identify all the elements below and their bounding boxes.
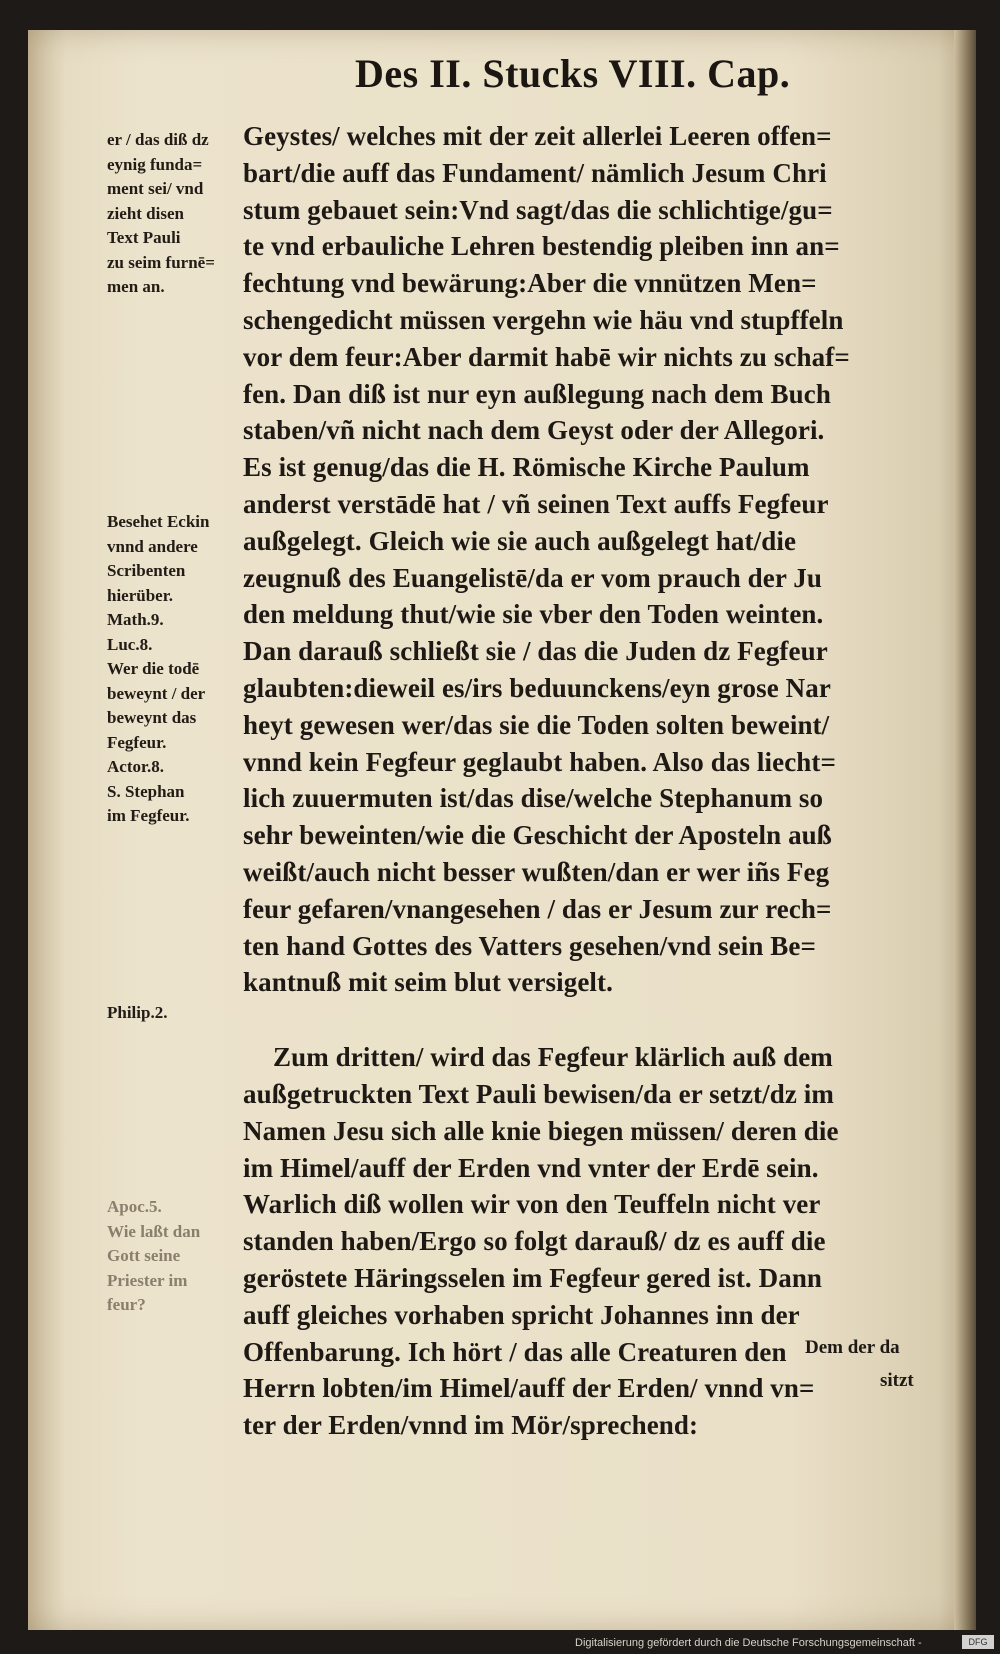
text-line: Dan darauß schließt sie / das die Juden dz Fegfeur [243,636,828,667]
body-text [243,118,933,1444]
text-line: staben/vñ nicht nach dem Geyst oder der Allegori. [243,415,825,446]
marginal-note-line: Wie laßt dan [107,1221,201,1241]
text-line: ten hand Gottes des Vatters gesehen/vnd sein Be= [243,930,816,961]
page-edge [954,30,976,1630]
paragraph-break [243,1001,933,1039]
text-line: feur gefaren/vnangesehen / das er Jesum zur rech= [243,893,832,924]
marginal-note-line: Fegfeur. [107,732,167,752]
text-line: den meldung thut/wie sie vber den Toden weinten. [243,599,824,630]
marginal-note [107,1001,243,1026]
running-head: Des II. Stucks VIII. Cap. [355,51,791,96]
text-line: Namen Jesu sich alle knie biegen müssen/ deren die [243,1115,839,1146]
marginal-note-line: zu seim furnē= [107,252,215,272]
marginal-note-line: Luc.8. [107,634,153,654]
marginal-note-line: Scribenten [107,561,186,580]
digitization-credit: Digitalisierung gefördert durch die Deutsche Forschungsgemeinschaft - [575,1637,922,1649]
marginal-note-line: eynig funda= [107,154,203,174]
text-line: geröstete Häringsselen im Fegfeur gered ist. Dann [243,1262,823,1293]
marginal-note-line: men an. [107,277,165,296]
text-line: Geystes/ welches mit der zeit allerlei Leeren offen= [243,121,832,151]
marginal-note-line: er / das diß dz [107,130,209,149]
text-line: anderst verstādē hat / vñ seinen Text auffs Fegfeur [243,488,829,519]
marginal-note-line: Besehet Eckin [107,512,210,531]
text-line: Es ist genug/das die H. Römische Kirche Paulum [243,452,810,483]
marginal-note-line: beweynt / der [107,683,206,703]
marginal-note-line: Priester im [107,1270,188,1290]
text-line: Warlich diß wollen wir von den Teuffeln nicht ver [243,1189,821,1220]
marginal-note-line: Apoc.5. [107,1197,162,1216]
marginal-note-line: beweynt das [107,708,197,727]
text-line: außgetruckten Text Pauli bewisen/da er setzt/dz im [243,1078,834,1109]
dfg-logo[interactable]: DFG [962,1635,994,1649]
marginal-note-line: vnnd andere [107,536,198,556]
text-line: bart/die auff das Fundament/ nämlich Jesum Chri [243,157,827,188]
marginal-note-line: hierüber. [107,585,173,605]
marginal-note-line: Math.9. [107,610,164,629]
text-line: ter der Erden/vnnd im Mör/sprechend: [243,1410,699,1441]
marginal-note [107,1195,243,1318]
marginal-note-line: feur? [107,1295,146,1314]
text-line: standen haben/Ergo so folgt darauß/ dz es auff die [243,1226,826,1257]
marginal-note-line: zieht disen [107,203,184,223]
marginal-note-line: Text Pauli [107,228,181,247]
marginal-note [107,128,243,300]
marginal-note-line: Gott seine [107,1246,181,1265]
marginal-note-line: S. Stephan [107,781,185,801]
text-line: auff gleiches vorhaben spricht Johannes inn der [243,1299,800,1330]
marginal-note-line: Wer die todē [107,659,200,678]
text-line: kantnuß mit seim blut versigelt. [243,967,613,998]
text-line: lich zuuermuten ist/das dise/welche Stephanum so [243,783,824,814]
marginal-note-line: im Fegfeur. [107,806,190,825]
text-line: sehr beweinten/wie die Geschicht der Aposteln auß [243,820,832,851]
text-line: vor dem feur:Aber darmit habē wir nichts zu schaf= [243,341,850,372]
catchword-bottom: sitzt [880,1370,914,1391]
text-line: glaubten:dieweil es/irs beduunckens/eyn grose Nar [243,672,831,703]
text-line: te vnd erbauliche Lehren bestendig pleiben inn an= [243,231,840,262]
text-line: außgelegt. Gleich wie sie auch außgelegt hat/die [243,525,797,556]
marginal-note-line: Actor.8. [107,757,164,776]
text-line: vnnd kein Fegfeur geglaubt haben. Also das liecht= [243,746,836,777]
marginal-note-line: Philip.2. [107,1003,168,1022]
text-line: im Himel/auff der Erden vnd vnter der Erdē sein. [243,1152,819,1183]
marginal-note [107,510,243,829]
text-line: heyt gewesen wer/das sie die Toden solten beweint/ [243,709,830,740]
marginal-note-line: ment sei/ vnd [107,179,204,198]
text-line: Zum dritten/ wird das Fegfeur klärlich auß dem [273,1042,833,1073]
text-line: fechtung vnd bewärung:Aber die vnnützen Men= [243,268,817,299]
text-line: stum gebauet sein:Vnd sagt/das die schlichtige/gu= [243,194,833,225]
text-line: Herrn lobten/im Himel/auff der Erden/ vnnd vn= [243,1373,815,1404]
text-line: zeugnuß des Euangelistē/da er vom prauch der Ju [243,562,823,593]
text-line: fen. Dan diß ist nur eyn außlegung nach dem Buch [243,378,831,409]
catchword-line-end: Dem der da [805,1337,900,1358]
text-line: schengedicht müssen vergehn wie häu vnd stupffeln [243,304,844,335]
text-line: weißt/auch nicht besser wußten/dan er wer iñs Feg [243,856,830,887]
text-line: Offenbarung. Ich hört / das alle Creaturen den [243,1336,787,1367]
